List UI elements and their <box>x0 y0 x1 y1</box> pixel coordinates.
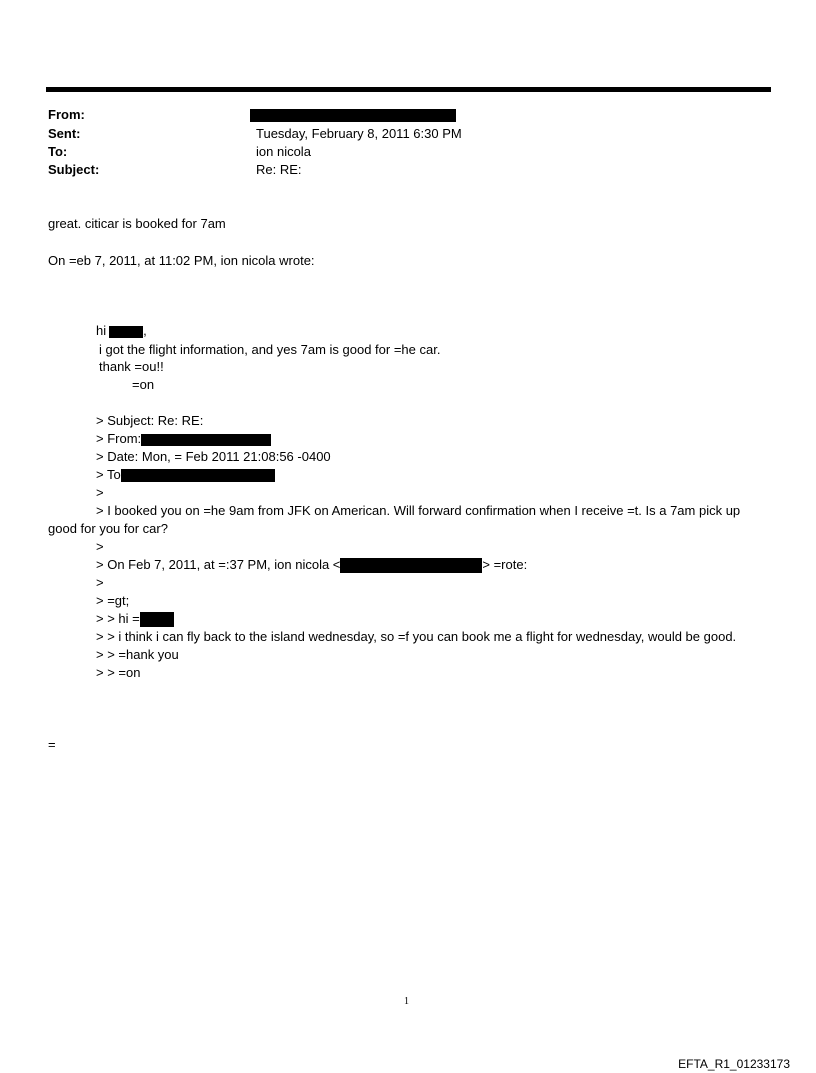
page-number: 1 <box>404 996 409 1007</box>
quoted-on-line <box>96 556 527 574</box>
from-label: From: <box>48 107 85 122</box>
document-id: EFTA_R1_01233173 <box>678 1057 790 1071</box>
quoted-booked-line: > I booked you on =he 9am from JFK on American. Will forward confirmation when I receive =t. Is a 7am pick up <box>96 503 741 518</box>
quoted-to: > To <box>96 467 121 482</box>
quoted-to-redaction <box>121 469 275 482</box>
quoted-blank-3: > <box>96 575 104 590</box>
body-line-2: On =eb 7, 2011, at 11:02 PM, ion nicola wrote: <box>48 253 315 268</box>
from-redaction <box>250 109 456 122</box>
sent-value: Tuesday, February 8, 2011 6:30 PM <box>256 126 462 141</box>
quoted-subject: > Subject: Re: RE: <box>96 413 204 428</box>
quoted-from: > From: <box>96 431 142 446</box>
quoted-hi-line <box>96 610 174 628</box>
to-label: To: <box>48 144 68 159</box>
thanks-line: thank =ou!! <box>99 359 164 374</box>
greeting-line <box>96 322 147 340</box>
quoted-blank-2: > <box>96 539 104 554</box>
quoted-date: > Date: Mon, = Feb 2011 21:08:56 -0400 <box>96 449 331 464</box>
quoted-booked-line-cont: good for you for car? <box>48 521 168 536</box>
greeting-text: hi <box>96 323 107 338</box>
quoted-hi-redaction <box>140 612 174 627</box>
header-rule <box>46 87 771 92</box>
greeting-comma: , <box>143 323 147 338</box>
name-redaction <box>109 326 143 338</box>
quoted-thank-line: > > =hank you <box>96 647 179 662</box>
quoted-think-line: > > i think i can fly back to the island wednesday, so =f you can book me a flight for wednesday, would be good. <box>96 629 737 644</box>
body-line-1: great. citicar is booked for 7am <box>48 216 226 231</box>
trailer-line: = <box>48 737 56 752</box>
quoted-sign-line: > > =on <box>96 665 141 680</box>
quoted-blank-1: > <box>96 485 104 500</box>
quoted-on-text: > On Feb 7, 2011, at =:37 PM, ion nicola < <box>96 557 341 572</box>
flight-info-line: i got the flight information, and yes 7am is good for =he car. <box>99 342 441 357</box>
quoted-hi: > > hi = <box>96 611 140 626</box>
quoted-from-redaction <box>141 434 271 446</box>
to-value: ion nicola <box>256 144 311 159</box>
quoted-to-line <box>96 466 275 484</box>
signature-line: =on <box>132 377 155 392</box>
sent-label: Sent: <box>48 126 81 141</box>
subject-label: Subject: <box>48 162 100 177</box>
quoted-wrote-text: > =rote: <box>482 557 528 572</box>
subject-value: Re: RE: <box>256 162 302 177</box>
quoted-from-line <box>96 430 271 448</box>
email-redaction <box>340 558 482 573</box>
quoted-gt-line: > =gt; <box>96 593 130 608</box>
